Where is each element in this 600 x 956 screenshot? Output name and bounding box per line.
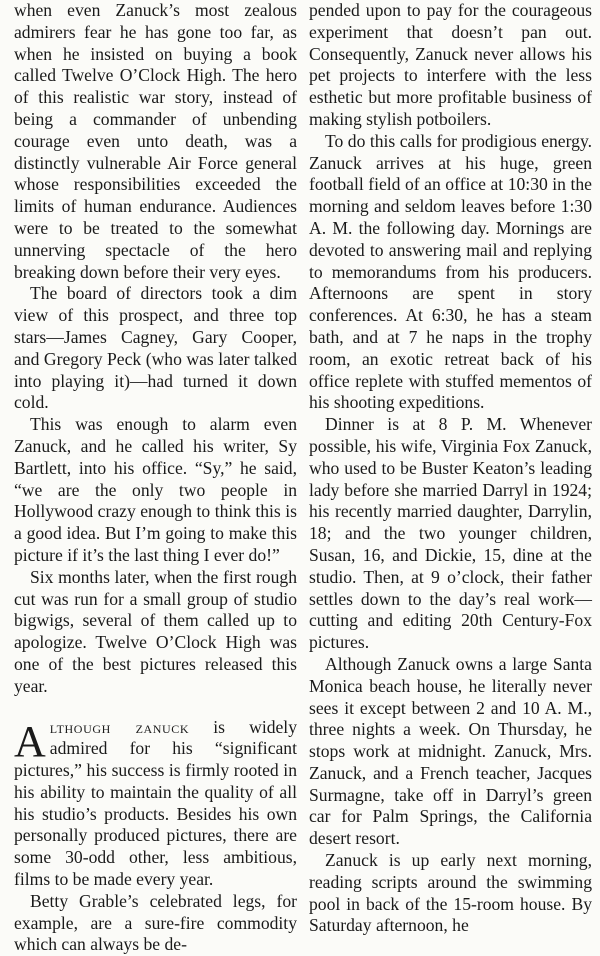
paragraph: Betty Grable’s celebrated legs, for example, are a sure-fire commodity which can always be de- bbox=[14, 890, 297, 955]
paragraph: pended upon to pay for the courageous experiment that doesn’t pan out. Consequently, Zanuck never allows his pet projects to interfere with the less esthetic but more profitable business of making stylish potboilers. bbox=[309, 0, 592, 129]
paragraph: This was enough to alarm even Zanuck, and he called his writer, Sy Bartlett, into his office. “Sy,” he said, “we are the only two people in Hollywood crazy enough to think this is a good idea. But I’m going to make this picture if it’s the last thing I ever do!” bbox=[14, 414, 297, 565]
section-opening-paragraph bbox=[14, 717, 297, 891]
left-column bbox=[14, 0, 297, 955]
paragraph: Dinner is at 8 P. M. Whenever possible, his wife, Virginia Fox Zanuck, who used to be Buster Keaton’s leading lady before she married Darryl in 1924; his recently married daughter, Darrylin, 18; and the two younger children, Susan, 16, and Dickie, 15, dine at the studio. Then, at 9 o’clock, their father settles down to the day’s real work—cutting and editing 20th Century-Fox pictures. bbox=[309, 414, 592, 653]
right-column bbox=[309, 0, 592, 936]
paragraph: Zanuck is up early next morning, reading scripts around the swimming pool in back of the 15-room house. By Saturday afternoon, he bbox=[309, 850, 592, 936]
small-caps-lead: lthough zanuck bbox=[49, 716, 190, 737]
paragraph: when even Zanuck’s most zealous admirers fear he has gone too far, as when he insisted on buying a book called Twelve O’Clock High. The hero of this realistic war story, instead of being a commander of unbending courage even unto death, was a distinctly vulnerable Air Force general whose responsibilities exceeded the limits of human endurance. Audiences were to be treated to the somewhat unnerving spectacle of the hero breaking down before their very eyes. bbox=[14, 0, 297, 282]
paragraph: Although Zanuck owns a large Santa Monica beach house, he literally never sees it except between 2 and 10 A. M., three nights a week. On Thursday, he stops work at midnight. Zanuck, Mrs. Zanuck, and a French teacher, Jacques Surmagne, take off in Darryl’s green car for Palm Springs, the California desert resort. bbox=[309, 653, 592, 849]
paragraph: The board of directors took a dim view of this prospect, and three top stars—James Cagney, Gary Cooper, and Gregory Peck (who was later talked into playing it)—had turned it down cold. bbox=[14, 283, 297, 413]
drop-cap: A bbox=[14, 716, 46, 766]
paragraph-text: is widely admired for his “significant pictures,” his success is firmly rooted in his ability to maintain the quality of all his studio’s products. Besides his own personally produced pictures, there are some 30-odd other, less ambitious, films to be made every year. bbox=[14, 716, 297, 890]
paragraph: Six months later, when the first rough cut was run for a small group of studio bigwigs, several of them called up to apologize. Twelve O’Clock High was one of the best pictures released this year. bbox=[14, 566, 297, 696]
paragraph: To do this calls for prodigious energy. Zanuck arrives at his huge, green football field of an office at 10:30 in the morning and seldom leaves before 1:30 A. M. the following day. Mornings are devoted to answering mail and replying to memorandums from his producers. Afternoons are spent in story conferences. At 6:30, he has a steam bath, and at 7 he naps in the trophy room, an exotic retreat back of his office replete with stuffed mementos of his shooting expeditions. bbox=[309, 130, 592, 413]
